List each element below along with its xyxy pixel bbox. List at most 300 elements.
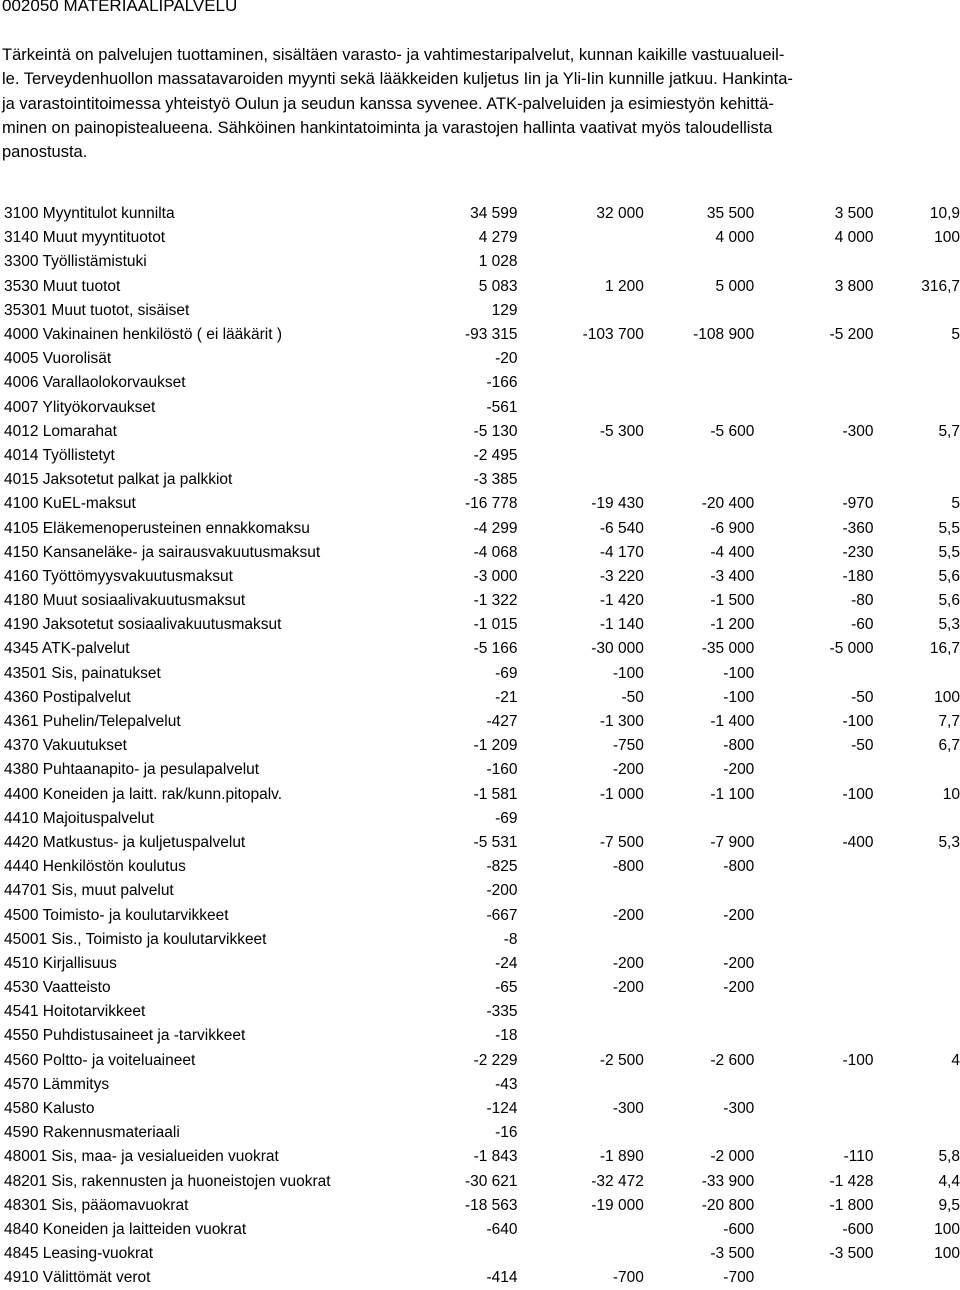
value-col-4 xyxy=(754,250,873,274)
value-col-2: -5 300 xyxy=(518,420,644,444)
value-col-5 xyxy=(874,396,960,420)
account-name: 4400 Koneiden ja laitt. rak/kunn.pitopalv. xyxy=(0,783,413,807)
intro-line: panostusta. xyxy=(2,140,954,164)
account-name: 4500 Toimisto- ja koulutarvikkeet xyxy=(0,903,413,927)
value-col-3: -2 600 xyxy=(644,1049,754,1073)
value-col-3: 4 000 xyxy=(644,226,754,250)
intro-line: ja varastointitoimessa yhteistyö Oulun ja seudun kanssa syvenee. ATK-palveluiden ja esimiestyön kehittä- xyxy=(2,92,954,116)
value-col-5 xyxy=(874,976,960,1000)
value-col-4: -180 xyxy=(754,565,873,589)
value-col-1: -69 xyxy=(413,662,517,686)
value-col-3: -700 xyxy=(644,1266,754,1290)
value-col-4 xyxy=(754,1024,873,1048)
account-name: 43501 Sis, painatukset xyxy=(0,662,413,686)
table-row xyxy=(0,323,960,347)
value-col-1: -8 xyxy=(413,928,517,952)
value-col-4 xyxy=(754,952,873,976)
value-col-3: -1 400 xyxy=(644,710,754,734)
value-col-1: 1 028 xyxy=(413,250,517,274)
value-col-5 xyxy=(874,1097,960,1121)
table-row xyxy=(0,807,960,831)
value-col-1: -65 xyxy=(413,976,517,1000)
value-col-2: -4 170 xyxy=(518,541,644,565)
value-col-4 xyxy=(754,468,873,492)
account-name: 4590 Rakennusmateriaali xyxy=(0,1121,413,1145)
value-col-2: -7 500 xyxy=(518,831,644,855)
table-row xyxy=(0,831,960,855)
value-col-3: -200 xyxy=(644,903,754,927)
value-col-1: -3 000 xyxy=(413,565,517,589)
value-col-5 xyxy=(874,250,960,274)
value-col-4: -1 800 xyxy=(754,1194,873,1218)
table-row xyxy=(0,952,960,976)
value-col-2: -103 700 xyxy=(518,323,644,347)
account-name: 4100 KuEL-maksut xyxy=(0,492,413,516)
table-row xyxy=(0,275,960,299)
account-name: 3140 Muut myyntituotot xyxy=(0,226,413,250)
value-col-4: -100 xyxy=(754,1049,873,1073)
account-name: 4910 Välittömät verot xyxy=(0,1266,413,1290)
table-row xyxy=(0,1024,960,1048)
table-row xyxy=(0,1121,960,1145)
account-name: 4012 Lomarahat xyxy=(0,420,413,444)
value-col-3 xyxy=(644,371,754,395)
value-col-2 xyxy=(518,879,644,903)
value-col-4 xyxy=(754,879,873,903)
value-col-3: -7 900 xyxy=(644,831,754,855)
value-col-3 xyxy=(644,347,754,371)
value-col-3: 35 500 xyxy=(644,202,754,226)
value-col-5: 10 xyxy=(874,783,960,807)
table-row xyxy=(0,541,960,565)
value-col-1: -427 xyxy=(413,710,517,734)
value-col-1: -69 xyxy=(413,807,517,831)
value-col-2 xyxy=(518,250,644,274)
value-col-4: -100 xyxy=(754,710,873,734)
value-col-5: 5,8 xyxy=(874,1145,960,1169)
value-col-5: 5,6 xyxy=(874,565,960,589)
value-col-1: -1 843 xyxy=(413,1145,517,1169)
value-col-4 xyxy=(754,903,873,927)
value-col-1: -30 621 xyxy=(413,1170,517,1194)
value-col-4: -5 000 xyxy=(754,637,873,661)
value-col-4: -3 500 xyxy=(754,1242,873,1266)
value-col-5: 9,5 xyxy=(874,1194,960,1218)
value-col-2: 1 200 xyxy=(518,275,644,299)
value-col-5: 100 xyxy=(874,1242,960,1266)
value-col-5 xyxy=(874,807,960,831)
value-col-5 xyxy=(874,855,960,879)
value-col-3: -600 xyxy=(644,1218,754,1242)
account-name: 4005 Vuorolisät xyxy=(0,347,413,371)
value-col-5 xyxy=(874,1121,960,1145)
value-col-5: 5,3 xyxy=(874,831,960,855)
value-col-4: -100 xyxy=(754,783,873,807)
value-col-2: -100 xyxy=(518,662,644,686)
value-col-3 xyxy=(644,250,754,274)
value-col-2 xyxy=(518,1000,644,1024)
value-col-2 xyxy=(518,396,644,420)
value-col-5 xyxy=(874,299,960,323)
value-col-1: -21 xyxy=(413,686,517,710)
value-col-1: 34 599 xyxy=(413,202,517,226)
intro-line: Tärkeintä on palvelujen tuottaminen, sisältäen varasto- ja vahtimestaripalvelut, kunnan kaikille vastuualueil- xyxy=(2,43,954,67)
value-col-2 xyxy=(518,371,644,395)
value-col-3 xyxy=(644,1121,754,1145)
value-col-5: 5,5 xyxy=(874,516,960,540)
table-row xyxy=(0,903,960,927)
value-col-3 xyxy=(644,1000,754,1024)
value-col-5 xyxy=(874,1000,960,1024)
value-col-5: 316,7 xyxy=(874,275,960,299)
table-row xyxy=(0,492,960,516)
value-col-4: -1 428 xyxy=(754,1170,873,1194)
value-col-2 xyxy=(518,226,644,250)
value-col-1 xyxy=(413,1242,517,1266)
value-col-1: -18 563 xyxy=(413,1194,517,1218)
table-row xyxy=(0,444,960,468)
value-col-5: 5 xyxy=(874,492,960,516)
table-row xyxy=(0,1073,960,1097)
value-col-3: -200 xyxy=(644,952,754,976)
value-col-1: -160 xyxy=(413,758,517,782)
value-col-5: 100 xyxy=(874,1218,960,1242)
table-row xyxy=(0,662,960,686)
value-col-4: -360 xyxy=(754,516,873,540)
value-col-4 xyxy=(754,1266,873,1290)
account-name: 4360 Postipalvelut xyxy=(0,686,413,710)
value-col-3: -1 100 xyxy=(644,783,754,807)
account-name: 4845 Leasing-vuokrat xyxy=(0,1242,413,1266)
account-name: 4440 Henkilöstön koulutus xyxy=(0,855,413,879)
value-col-3: -20 400 xyxy=(644,492,754,516)
value-col-4: 4 000 xyxy=(754,226,873,250)
value-col-2 xyxy=(518,1024,644,1048)
account-name: 4560 Poltto- ja voiteluaineet xyxy=(0,1049,413,1073)
value-col-5: 16,7 xyxy=(874,637,960,661)
value-col-4: 3 500 xyxy=(754,202,873,226)
value-col-4 xyxy=(754,1073,873,1097)
value-col-4 xyxy=(754,371,873,395)
value-col-5: 4 xyxy=(874,1049,960,1073)
account-name: 4530 Vaatteisto xyxy=(0,976,413,1000)
table-row xyxy=(0,589,960,613)
value-col-4 xyxy=(754,299,873,323)
account-name: 48201 Sis, rakennusten ja huoneistojen vuokrat xyxy=(0,1170,413,1194)
value-col-1: -825 xyxy=(413,855,517,879)
account-name: 48301 Sis, pääomavuokrat xyxy=(0,1194,413,1218)
value-col-2: -2 500 xyxy=(518,1049,644,1073)
value-col-3 xyxy=(644,299,754,323)
value-col-5 xyxy=(874,371,960,395)
table-row xyxy=(0,686,960,710)
value-col-1: -1 015 xyxy=(413,613,517,637)
value-col-1: -2 229 xyxy=(413,1049,517,1073)
value-col-3: -100 xyxy=(644,686,754,710)
value-col-2 xyxy=(518,1121,644,1145)
value-col-4 xyxy=(754,758,873,782)
value-col-1: -18 xyxy=(413,1024,517,1048)
table-row xyxy=(0,1000,960,1024)
value-col-2: 32 000 xyxy=(518,202,644,226)
account-name: 4014 Työllistetyt xyxy=(0,444,413,468)
value-col-2 xyxy=(518,299,644,323)
value-col-1: 5 083 xyxy=(413,275,517,299)
value-col-1: -667 xyxy=(413,903,517,927)
value-col-4: -5 200 xyxy=(754,323,873,347)
value-col-2 xyxy=(518,1218,644,1242)
value-col-4 xyxy=(754,928,873,952)
value-col-2: -700 xyxy=(518,1266,644,1290)
value-col-1: -24 xyxy=(413,952,517,976)
value-col-4: -50 xyxy=(754,686,873,710)
value-col-1: -93 315 xyxy=(413,323,517,347)
account-name: 4000 Vakinainen henkilöstö ( ei lääkärit ) xyxy=(0,323,413,347)
value-col-1: -2 495 xyxy=(413,444,517,468)
value-col-1: -16 xyxy=(413,1121,517,1145)
value-col-3: -800 xyxy=(644,855,754,879)
account-name: 4361 Puhelin/Telepalvelut xyxy=(0,710,413,734)
value-col-1: -4 068 xyxy=(413,541,517,565)
account-name: 4510 Kirjallisuus xyxy=(0,952,413,976)
value-col-4: -60 xyxy=(754,613,873,637)
value-col-1: 129 xyxy=(413,299,517,323)
value-col-1: -335 xyxy=(413,1000,517,1024)
value-col-5: 5 xyxy=(874,323,960,347)
value-col-2 xyxy=(518,807,644,831)
value-col-1: -20 xyxy=(413,347,517,371)
value-col-3: -300 xyxy=(644,1097,754,1121)
table-row xyxy=(0,1266,960,1290)
value-col-2: -50 xyxy=(518,686,644,710)
account-name: 3100 Myyntitulot kunnilta xyxy=(0,202,413,226)
value-col-4 xyxy=(754,444,873,468)
account-name: 4150 Kansaneläke- ja sairausvakuutusmaksut xyxy=(0,541,413,565)
value-col-4: -230 xyxy=(754,541,873,565)
value-col-5: 5,6 xyxy=(874,589,960,613)
value-col-4: -80 xyxy=(754,589,873,613)
value-col-3: -108 900 xyxy=(644,323,754,347)
account-name: 4006 Varallaolokorvaukset xyxy=(0,371,413,395)
value-col-2: -1 420 xyxy=(518,589,644,613)
table-row xyxy=(0,637,960,661)
value-col-2 xyxy=(518,347,644,371)
value-col-5: 5,7 xyxy=(874,420,960,444)
value-col-2: -200 xyxy=(518,952,644,976)
value-col-1: -561 xyxy=(413,396,517,420)
table-row xyxy=(0,1097,960,1121)
value-col-2: -30 000 xyxy=(518,637,644,661)
table-row xyxy=(0,758,960,782)
value-col-2: -1 300 xyxy=(518,710,644,734)
account-name: 4580 Kalusto xyxy=(0,1097,413,1121)
intro-paragraph xyxy=(2,43,954,164)
value-col-1: -5 166 xyxy=(413,637,517,661)
account-name: 48001 Sis, maa- ja vesialueiden vuokrat xyxy=(0,1145,413,1169)
value-col-5: 10,9 xyxy=(874,202,960,226)
page-title: 002050 MATERIAALIPALVELU xyxy=(2,0,237,16)
table-row xyxy=(0,710,960,734)
value-col-3: -3 500 xyxy=(644,1242,754,1266)
intro-line: minen on painopistealueena. Sähköinen hankintatoiminta ja varastojen hallinta vaativat myös taloudellista xyxy=(2,116,954,140)
value-col-3: -100 xyxy=(644,662,754,686)
value-col-5 xyxy=(874,1073,960,1097)
value-col-5: 5,3 xyxy=(874,613,960,637)
account-name: 4380 Puhtaanapito- ja pesulapalvelut xyxy=(0,758,413,782)
value-col-3: -6 900 xyxy=(644,516,754,540)
table-row xyxy=(0,613,960,637)
value-col-3: -35 000 xyxy=(644,637,754,661)
value-col-5 xyxy=(874,952,960,976)
value-col-5 xyxy=(874,928,960,952)
value-col-2 xyxy=(518,468,644,492)
value-col-5: 6,7 xyxy=(874,734,960,758)
table-row xyxy=(0,565,960,589)
value-col-3: -5 600 xyxy=(644,420,754,444)
value-col-4 xyxy=(754,1121,873,1145)
value-col-4: -600 xyxy=(754,1218,873,1242)
account-name: 4345 ATK-palvelut xyxy=(0,637,413,661)
table-row xyxy=(0,1049,960,1073)
value-col-1: -1 322 xyxy=(413,589,517,613)
value-col-1: -5 531 xyxy=(413,831,517,855)
table-row xyxy=(0,1242,960,1266)
table-row xyxy=(0,250,960,274)
value-col-3: -20 800 xyxy=(644,1194,754,1218)
account-name: 3300 Työllistämistuki xyxy=(0,250,413,274)
account-name: 44701 Sis, muut palvelut xyxy=(0,879,413,903)
value-col-3: -3 400 xyxy=(644,565,754,589)
value-col-4: -110 xyxy=(754,1145,873,1169)
value-col-3: -1 200 xyxy=(644,613,754,637)
table-row xyxy=(0,855,960,879)
value-col-1: -1 209 xyxy=(413,734,517,758)
value-col-3: -4 400 xyxy=(644,541,754,565)
table-row xyxy=(0,396,960,420)
value-col-5: 7,7 xyxy=(874,710,960,734)
table-row xyxy=(0,516,960,540)
value-col-4 xyxy=(754,976,873,1000)
value-col-4: -970 xyxy=(754,492,873,516)
value-col-5 xyxy=(874,1266,960,1290)
value-col-1: -3 385 xyxy=(413,468,517,492)
value-col-2: -800 xyxy=(518,855,644,879)
value-col-4 xyxy=(754,347,873,371)
value-col-2 xyxy=(518,928,644,952)
value-col-3: -800 xyxy=(644,734,754,758)
value-col-5 xyxy=(874,347,960,371)
value-col-2: -32 472 xyxy=(518,1170,644,1194)
value-col-4 xyxy=(754,855,873,879)
table-row xyxy=(0,347,960,371)
value-col-5 xyxy=(874,662,960,686)
account-name: 4420 Matkustus- ja kuljetuspalvelut xyxy=(0,831,413,855)
value-col-4: -400 xyxy=(754,831,873,855)
value-col-2: -750 xyxy=(518,734,644,758)
value-col-3: -33 900 xyxy=(644,1170,754,1194)
table-row xyxy=(0,299,960,323)
value-col-4: -50 xyxy=(754,734,873,758)
value-col-2: -6 540 xyxy=(518,516,644,540)
table-row xyxy=(0,420,960,444)
table-row xyxy=(0,976,960,1000)
value-col-5: 5,5 xyxy=(874,541,960,565)
value-col-2: -200 xyxy=(518,976,644,1000)
value-col-2: -3 220 xyxy=(518,565,644,589)
table-row xyxy=(0,371,960,395)
value-col-2: -1 000 xyxy=(518,783,644,807)
value-col-3 xyxy=(644,396,754,420)
value-col-3 xyxy=(644,468,754,492)
value-col-3 xyxy=(644,807,754,831)
account-name: 4570 Lämmitys xyxy=(0,1073,413,1097)
value-col-2: -19 000 xyxy=(518,1194,644,1218)
value-col-1: -166 xyxy=(413,371,517,395)
value-col-4 xyxy=(754,662,873,686)
budget-table-body xyxy=(0,202,960,1290)
account-name: 4007 Ylityökorvaukset xyxy=(0,396,413,420)
value-col-3: -200 xyxy=(644,976,754,1000)
account-name: 4105 Eläkemenoperusteinen ennakkomaksu xyxy=(0,516,413,540)
account-name: 4410 Majoituspalvelut xyxy=(0,807,413,831)
table-row xyxy=(0,1145,960,1169)
value-col-5 xyxy=(874,903,960,927)
table-row xyxy=(0,734,960,758)
account-name: 45001 Sis., Toimisto ja koulutarvikkeet xyxy=(0,928,413,952)
value-col-5 xyxy=(874,444,960,468)
intro-line: le. Terveydenhuollon massatavaroiden myynti sekä lääkkeiden kuljetus Iin ja Yli-Iin kunnille jatkuu. Hankinta- xyxy=(2,67,954,91)
value-col-3: -2 000 xyxy=(644,1145,754,1169)
account-name: 4370 Vakuutukset xyxy=(0,734,413,758)
value-col-1: -16 778 xyxy=(413,492,517,516)
value-col-1: -124 xyxy=(413,1097,517,1121)
value-col-5: 100 xyxy=(874,686,960,710)
table-row xyxy=(0,1170,960,1194)
account-name: 4180 Muut sosiaalivakuutusmaksut xyxy=(0,589,413,613)
value-col-4 xyxy=(754,807,873,831)
value-col-3 xyxy=(644,1024,754,1048)
value-col-3: -200 xyxy=(644,758,754,782)
value-col-5 xyxy=(874,758,960,782)
account-name: 4840 Koneiden ja laitteiden vuokrat xyxy=(0,1218,413,1242)
value-col-3 xyxy=(644,928,754,952)
value-col-1: -200 xyxy=(413,879,517,903)
value-col-2: -300 xyxy=(518,1097,644,1121)
value-col-2: -200 xyxy=(518,758,644,782)
value-col-5: 4,4 xyxy=(874,1170,960,1194)
value-col-2 xyxy=(518,1073,644,1097)
value-col-5: 100 xyxy=(874,226,960,250)
value-col-2 xyxy=(518,444,644,468)
value-col-4: 3 800 xyxy=(754,275,873,299)
account-name: 35301 Muut tuotot, sisäiset xyxy=(0,299,413,323)
value-col-4 xyxy=(754,1097,873,1121)
account-name: 4015 Jaksotetut palkat ja palkkiot xyxy=(0,468,413,492)
value-col-2: -19 430 xyxy=(518,492,644,516)
value-col-2 xyxy=(518,1242,644,1266)
value-col-3: -1 500 xyxy=(644,589,754,613)
value-col-5 xyxy=(874,468,960,492)
account-name: 3530 Muut tuotot xyxy=(0,275,413,299)
value-col-1: 4 279 xyxy=(413,226,517,250)
table-row xyxy=(0,1218,960,1242)
account-name: 4541 Hoitotarvikkeet xyxy=(0,1000,413,1024)
value-col-2: -1 890 xyxy=(518,1145,644,1169)
value-col-1: -4 299 xyxy=(413,516,517,540)
value-col-2: -1 140 xyxy=(518,613,644,637)
value-col-1: -414 xyxy=(413,1266,517,1290)
value-col-4 xyxy=(754,1000,873,1024)
